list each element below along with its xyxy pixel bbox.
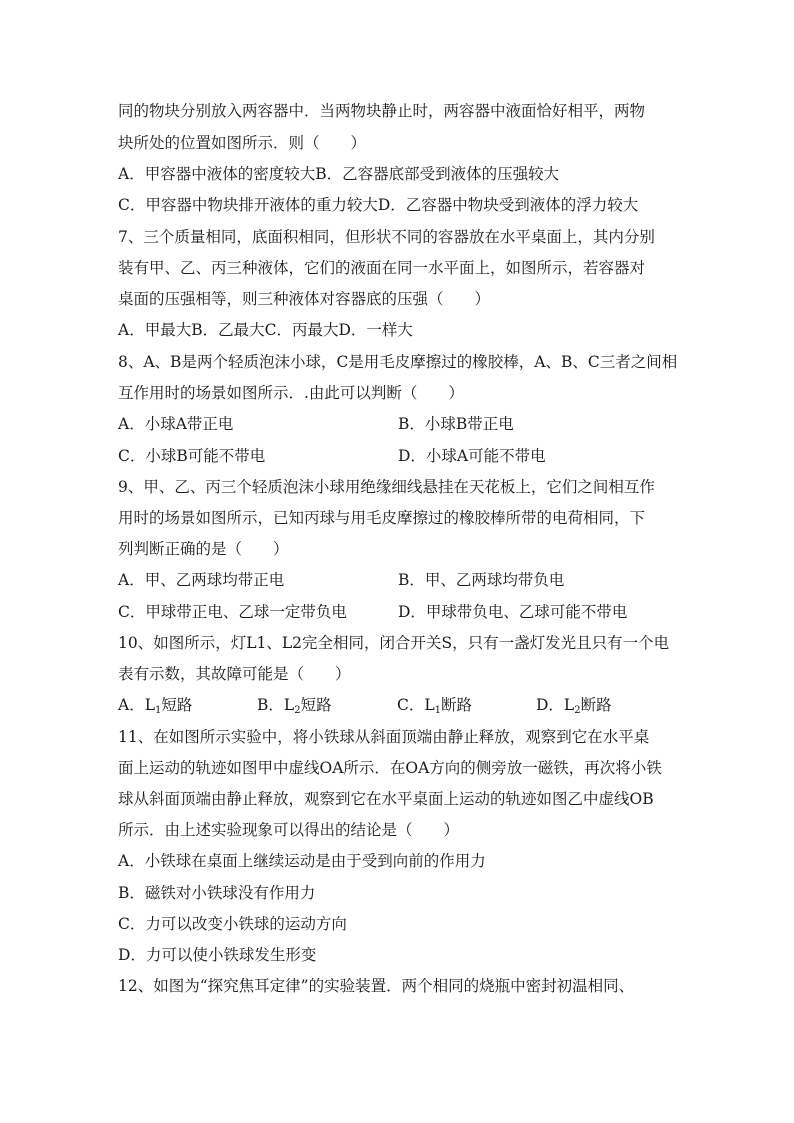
q6-stem-line-2: 块所处的位置如图所示．则（ ） [118, 134, 367, 152]
q9-stem-line-3: 列判断正确的是（ ） [118, 540, 289, 558]
q6-options-ab: A．甲容器中液体的密度较大B．乙容器底部受到液体的压强较大 [118, 165, 560, 183]
q11-stem-line-3: 球从斜面顶端由静止释放，观察到它在水平桌面上运动的轨迹如图乙中虚线OB [118, 790, 654, 808]
q10-option-d: D．$L_2$断路 [536, 696, 612, 716]
q7-options: A．甲最大B．乙最大C．丙最大D．一样大 [118, 321, 413, 339]
q10-stem-line-2: 表有示数，其故障可能是（ ） [118, 665, 351, 683]
q6-stem-line-1: 同的物块分别放入两容器中．当两物块静止时，两容器中液面恰好相平，两物 [118, 102, 646, 120]
q10-option-c: C．$L_1$断路 [397, 696, 473, 716]
q11-option-a: A．小铁球在桌面上继续运动是由于受到向前的作用力 [118, 852, 486, 870]
q10-option-b: B．$L_2$短路 [257, 696, 332, 716]
q11-option-d: D．力可以使小铁球发生形变 [118, 946, 317, 964]
q8-option-d: D．小球A可能不带电 [398, 447, 546, 465]
q9-option-d: D．甲球带负电、乙球可能不带电 [398, 603, 628, 621]
q7-stem-line-2: 装有甲、乙、丙三种液体，它们的液面在同一水平面上，如图所示，若容器对 [118, 259, 646, 277]
q8-stem-line-1: 8、A、B是两个轻质泡沫小球，C是用毛皮摩擦过的橡胶棒，A、B、C三者之间相 [118, 353, 678, 371]
q8-stem-line-2: 互作用时的场景如图所示．.由此可以判断（ ） [118, 384, 464, 402]
q7-stem-line-3: 桌面的压强相等，则三种液体对容器底的压强（ ） [118, 290, 491, 308]
q11-stem-line-4: 所示．由上述实验现象可以得出的结论是（ ） [118, 821, 460, 839]
q7-stem-line-1: 7、三个质量相同，底面积相同，但形状不同的容器放在水平桌面上，其内分别 [118, 228, 655, 246]
q11-stem-line-1: 11、在如图所示实验中，将小铁球从斜面顶端由静止释放，观察到它在水平桌 [118, 728, 650, 746]
q12-stem-line-1: 12、如图为“探究焦耳定律”的实验装置．两个相同的烧瓶中密封初温相同、 [118, 977, 635, 995]
q11-option-c: C．力可以改变小铁球的运动方向 [118, 915, 347, 933]
q10-stem-line-1: 10、如图所示，灯L1、L2完全相同，闭合开关S，只有一盏灯发光且只有一个电 [118, 634, 670, 652]
q9-stem-line-2: 用时的场景如图所示，已知丙球与用毛皮摩擦过的橡胶棒所带的电荷相同，下 [118, 509, 646, 527]
q9-option-c: C．甲球带正电、乙球一定带负电 [118, 603, 347, 621]
q9-option-a: A．甲、乙两球均带正电 [118, 571, 285, 589]
q9-option-b: B．甲、乙两球均带负电 [398, 571, 565, 589]
q8-option-b: B．小球B带正电 [398, 415, 514, 433]
q10-option-a: A．$L_1$短路 [118, 696, 193, 716]
q11-stem-line-2: 面上运动的轨迹如图甲中虚线OA所示．在OA方向的侧旁放一磁铁，再次将小铁 [118, 759, 662, 777]
q8-option-a: A．小球A带正电 [118, 415, 234, 433]
q11-option-b: B．磁铁对小铁球没有作用力 [118, 884, 316, 902]
q9-stem-line-1: 9、甲、乙、丙三个轻质泡沫小球用绝缘细线悬挂在天花板上，它们之间相互作 [118, 478, 655, 496]
q6-options-cd: C．甲容器中物块排开液体的重力较大D．乙容器中物块受到液体的浮力较大 [118, 196, 639, 214]
q8-option-c: C．小球B可能不带电 [118, 447, 266, 465]
